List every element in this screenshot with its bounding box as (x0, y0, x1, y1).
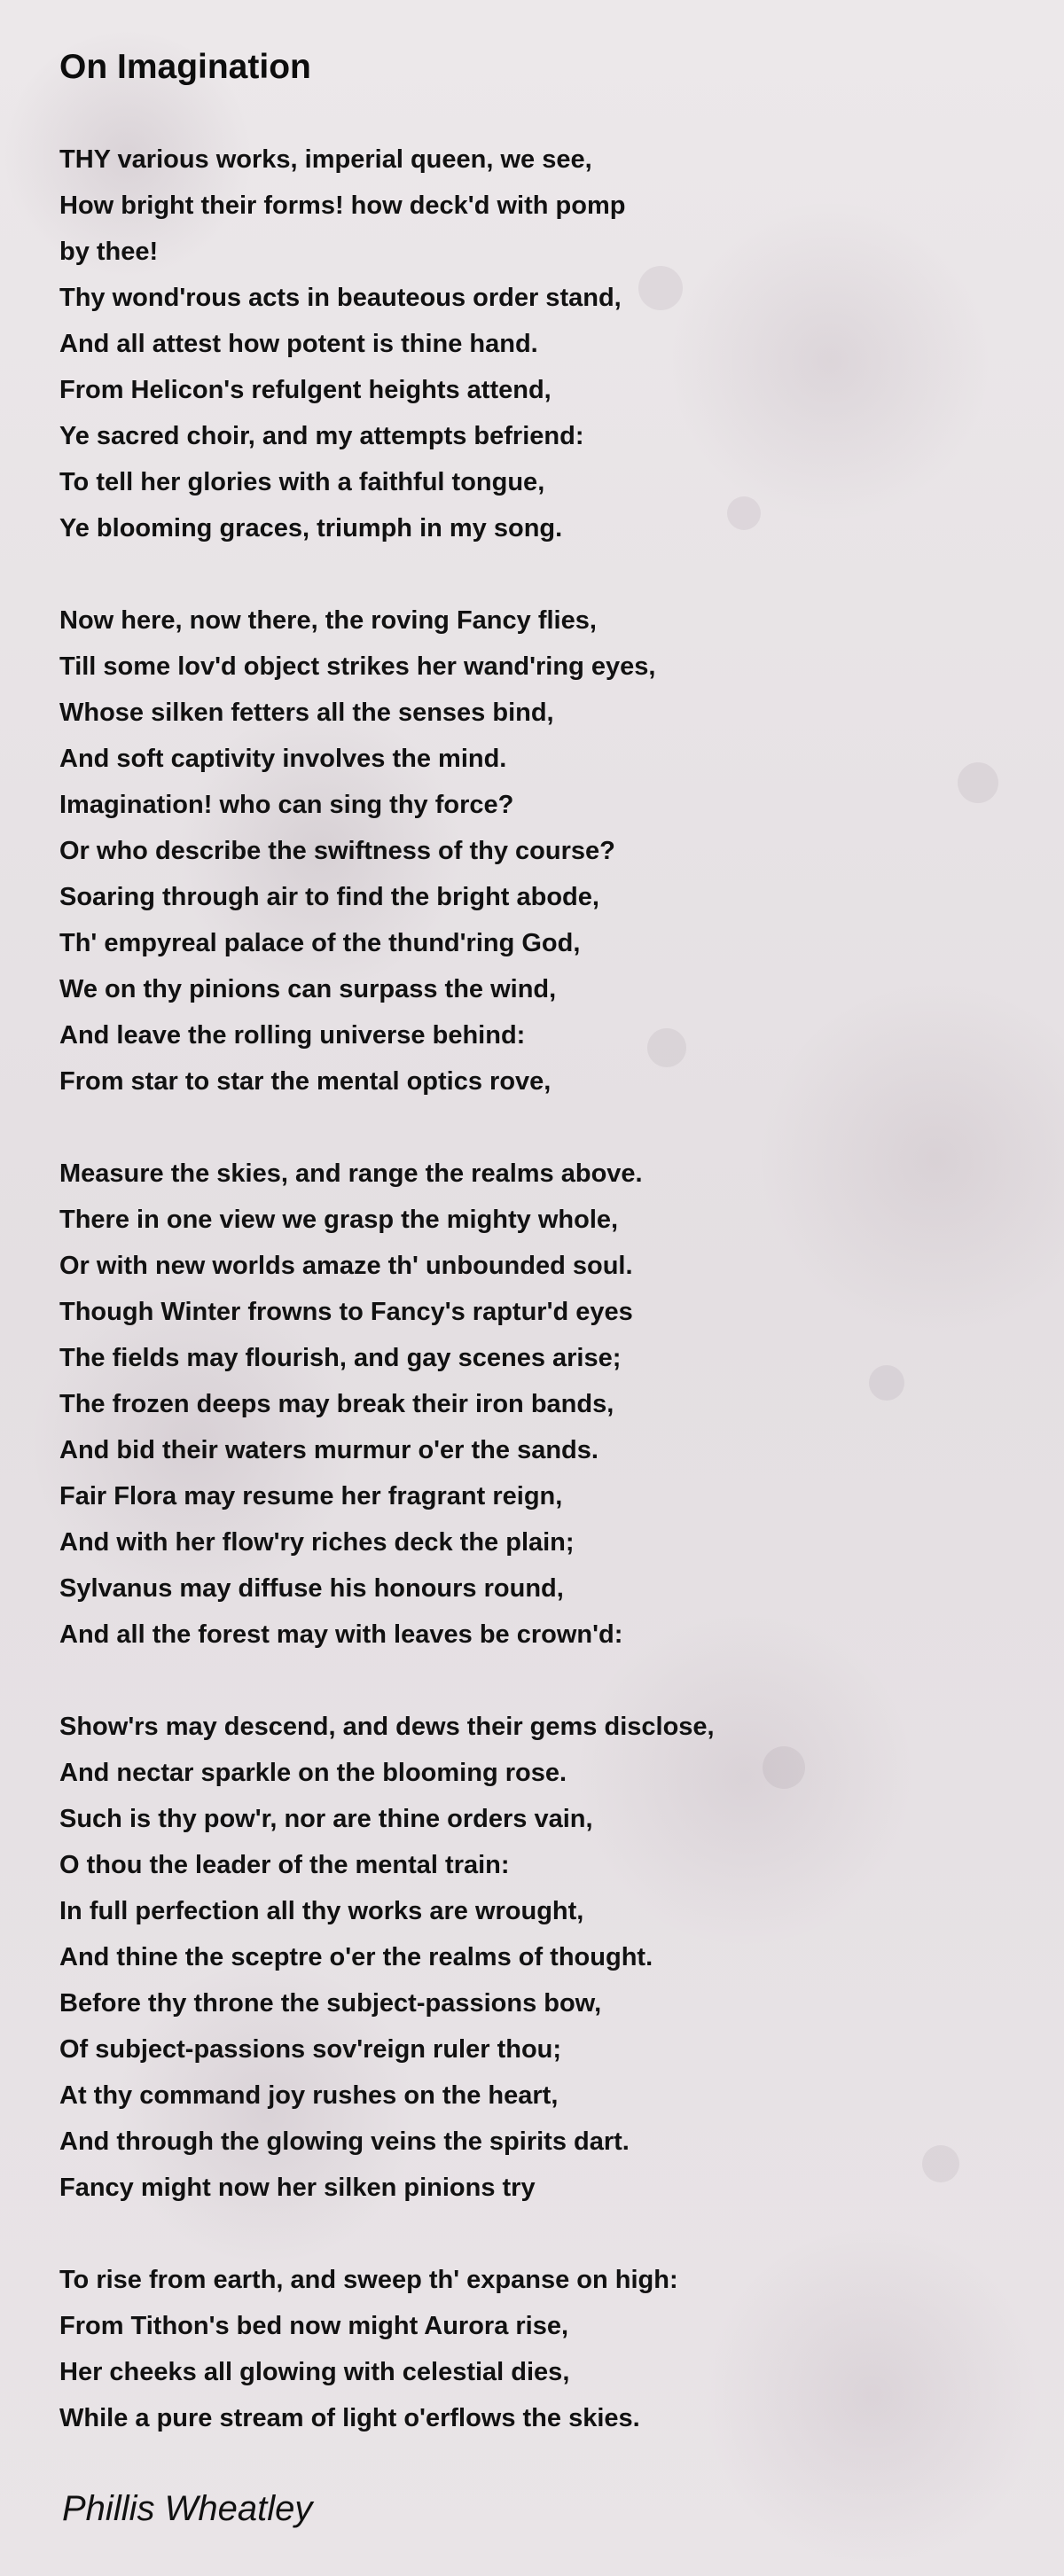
poem-line: From star to star the mental optics rove, (59, 1067, 552, 1096)
poem-line: And all the forest may with leaves be crown'd: (59, 1620, 623, 1649)
poem-line: Till some lov'd object strikes her wand'ring eyes, (59, 652, 656, 681)
poem-line: And leave the rolling universe behind: (59, 1021, 526, 1050)
poem-line: While a pure stream of light o'erflows the skies. (59, 2404, 640, 2432)
poem-line: To rise from earth, and sweep th' expanse on high: (59, 2266, 678, 2294)
poem-line: Th' empyreal palace of the thund'ring God, (59, 929, 581, 957)
poem-line: We on thy pinions can surpass the wind, (59, 975, 557, 1003)
poem-line: Ye sacred choir, and my attempts befriend: (59, 422, 584, 450)
poem-line: Before thy throne the subject-passions bow, (59, 1989, 602, 2018)
poem-line: Sylvanus may diffuse his honours round, (59, 1574, 564, 1603)
poem-line: To tell her glories with a faithful tongue, (59, 468, 545, 496)
poem-line: And thine the sceptre o'er the realms of thought. (59, 1943, 653, 1971)
poem-title: On Imagination (59, 48, 311, 86)
stanza-3 (59, 1151, 1017, 1658)
poem-line: Her cheeks all glowing with celestial dies, (59, 2358, 570, 2386)
poem-line: And nectar sparkle on the blooming rose. (59, 1759, 567, 1787)
poem-line: Such is thy pow'r, nor are thine orders vain, (59, 1805, 593, 1833)
poem-line: In full perfection all thy works are wrought, (59, 1897, 584, 1925)
poem-line: by thee! (59, 238, 159, 266)
poem-line: Now here, now there, the roving Fancy flies, (59, 606, 597, 635)
poem (59, 43, 1017, 2487)
poem-line: And through the glowing veins the spirits dart. (59, 2127, 630, 2156)
poem-line: From Helicon's refulgent heights attend, (59, 376, 552, 404)
poem-line: There in one view we grasp the mighty whole, (59, 1206, 619, 1234)
poem-author: Phillis Wheatley (62, 2489, 313, 2528)
poem-line: And all attest how potent is thine hand. (59, 330, 538, 358)
poem-line: Fancy might now her silken pinions try (59, 2174, 536, 2202)
poem-line: Imagination! who can sing thy force? (59, 791, 514, 819)
poem-line: Though Winter frowns to Fancy's raptur'd eyes (59, 1298, 633, 1326)
poem-line: Thy wond'rous acts in beauteous order stand, (59, 284, 622, 312)
stanza-1 (59, 137, 1017, 551)
stanza-5 (59, 2257, 1017, 2441)
poem-line: Or with new worlds amaze th' unbounded soul. (59, 1252, 633, 1280)
poem-line: Soaring through air to find the bright abode, (59, 883, 599, 911)
poem-line: O thou the leader of the mental train: (59, 1851, 510, 1879)
poem-line: Fair Flora may resume her fragrant reign, (59, 1482, 563, 1510)
poem-line: Or who describe the swiftness of thy course? (59, 837, 615, 865)
poem-line: Ye blooming graces, triumph in my song. (59, 514, 563, 543)
poem-line: And bid their waters murmur o'er the sands. (59, 1436, 598, 1464)
poem-line: Measure the skies, and range the realms above. (59, 1159, 643, 1188)
poem-line: Whose silken fetters all the senses bind, (59, 699, 554, 727)
stanza-4 (59, 1704, 1017, 2211)
poem-line: The fields may flourish, and gay scenes arise; (59, 1344, 622, 1372)
poem-line: And soft captivity involves the mind. (59, 745, 507, 773)
poem-line: From Tithon's bed now might Aurora rise, (59, 2312, 569, 2340)
poem-line: THY various works, imperial queen, we see, (59, 145, 592, 174)
stanza-2 (59, 597, 1017, 1105)
poem-line: Of subject-passions sov'reign ruler thou; (59, 2035, 562, 2064)
poem-line: Show'rs may descend, and dews their gems disclose, (59, 1713, 715, 1741)
poem-line: At thy command joy rushes on the heart, (59, 2081, 559, 2110)
poem-line: How bright their forms! how deck'd with pomp (59, 191, 626, 220)
poem-body (59, 137, 1017, 2441)
poem-line: The frozen deeps may break their iron bands, (59, 1390, 614, 1418)
poem-line: And with her flow'ry riches deck the plain; (59, 1528, 575, 1557)
